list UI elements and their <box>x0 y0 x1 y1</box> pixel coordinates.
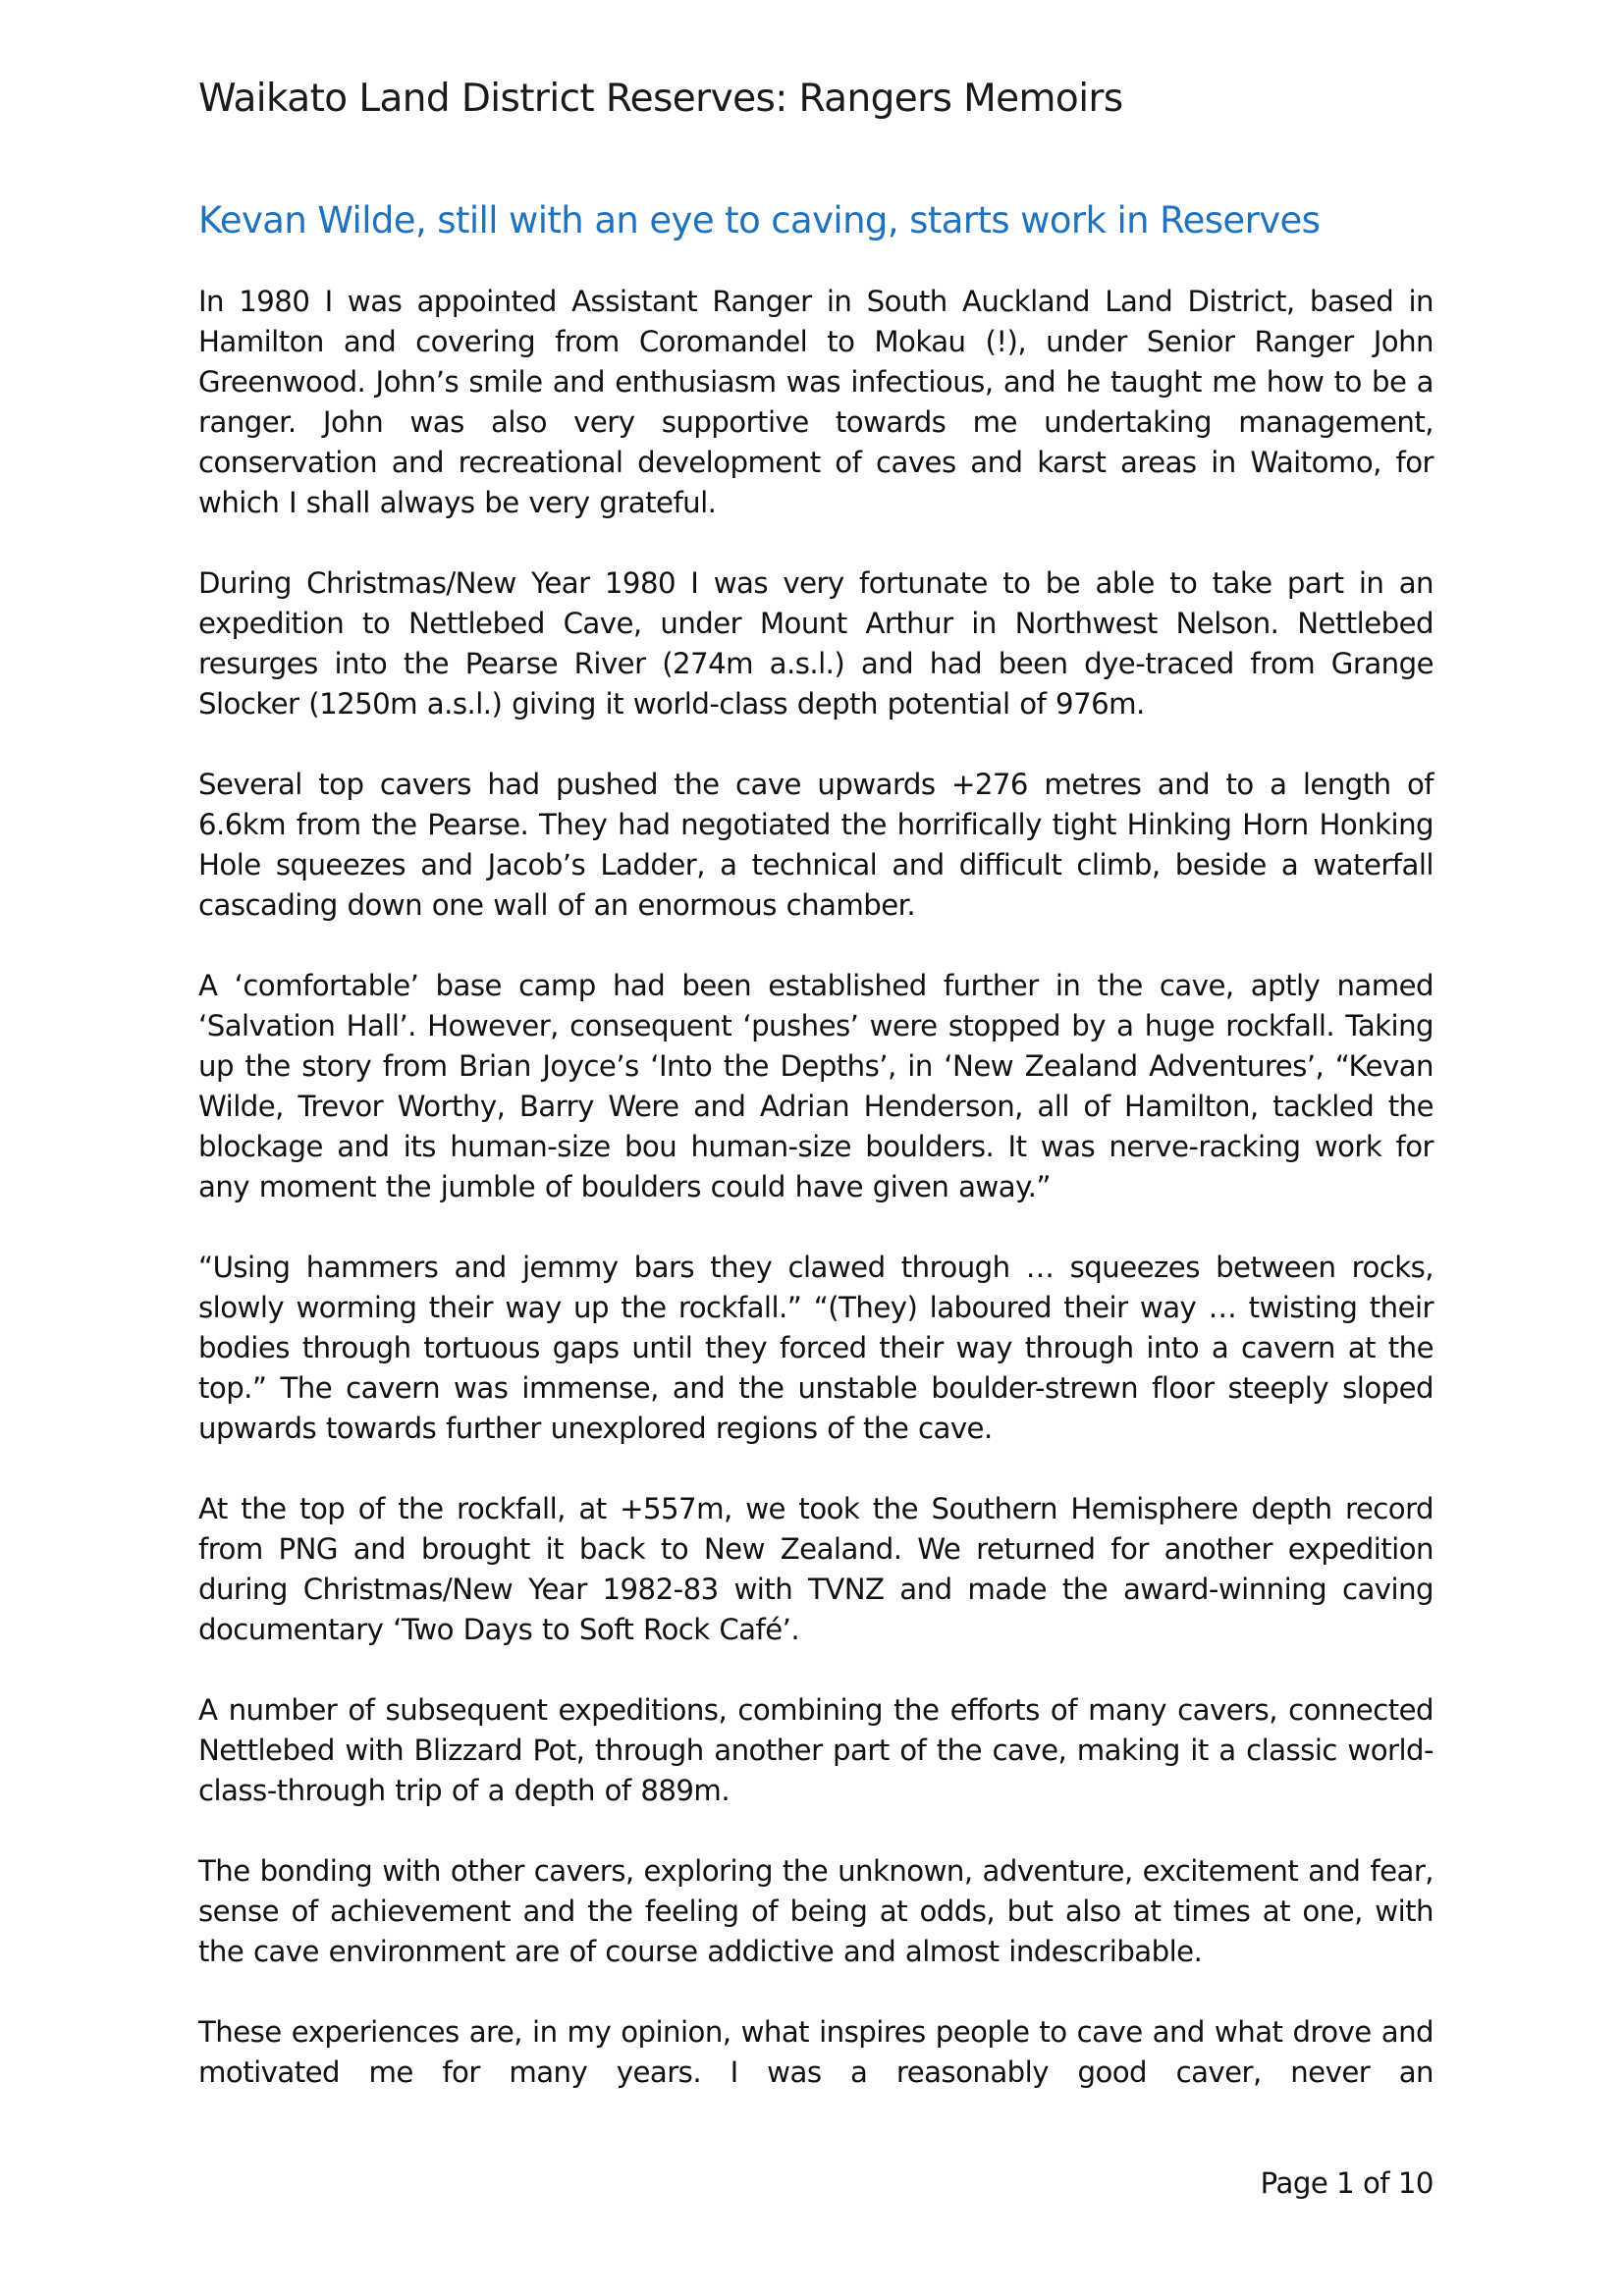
paragraph: Several top cavers had pushed the cave upwards +276 metres and to a length of 6.6km from the Pearse. They had negotiated the horrifically tight Hinking Horn Honking Hole squeezes and Jacob’s Ladder, a technical and difficult climb, beside a waterfall cascading down one wall of an enormous chamber. <box>198 768 1434 922</box>
paragraph: At the top of the rockfall, at +557m, we took the Southern Hemisphere depth record from PNG and brought it back to New Zealand. We returned for another expedition during Christmas/New Year 1982-83 with TVNZ and made the award-winning caving documentary ‘Two Days to Soft Rock Café’. <box>198 1492 1434 1646</box>
running-header: Waikato Land District Reserves: Rangers Memoirs <box>198 77 1123 121</box>
paragraph: “Using hammers and jemmy bars they clawed through … squeezes between rocks, slowly worming their way up the rockfall.” “(They) laboured their way … twisting their bodies through tortuous gaps until they forced their way through into a cavern at the top.” The cavern was immense, and the unstable boulder-strewn floor steeply sloped upwards towards further unexplored regions of the cave. <box>198 1251 1434 1445</box>
paragraph: In 1980 I was appointed Assistant Ranger in South Auckland Land District, based in Hamilton and covering from Coromandel to Mokau (!), under Senior Ranger John Greenwood. John’s smile and enthusiasm was infectious, and he taught me how to be a ranger. John was also very supportive towards me undertaking management, conservation and recreational development of caves and karst areas in Waitomo, for which I shall always be very grateful. <box>198 285 1434 519</box>
article-title: Kevan Wilde, still with an eye to caving, starts work in Reserves <box>198 199 1321 241</box>
paragraph: The bonding with other cavers, exploring the unknown, adventure, excitement and fear, sense of achievement and the feeling of being at odds, but also at times at one, with the cave environment are of course addictive and almost indescribable. <box>198 1854 1434 1968</box>
page-number: Page 1 of 10 <box>1260 2166 1434 2200</box>
paragraph: During Christmas/New Year 1980 I was very fortunate to be able to take part in an expedition to Nettlebed Cave, under Mount Arthur in Northwest Nelson. Nettlebed resurges into the Pearse River (274m a.s.l.) and had been dye-traced from Grange Slocker (1250m a.s.l.) giving it world-class depth potential of 976m. <box>198 566 1434 721</box>
paragraph: A number of subsequent expeditions, combining the efforts of many cavers, connected Nettlebed with Blizzard Pot, through another part of the cave, making it a classic world- class-through trip of a depth of 889m. <box>198 1693 1434 1807</box>
paragraph: A ‘comfortable’ base camp had been established further in the cave, aptly named ‘Salvation Hall’. However, consequent ‘pushes’ were stopped by a huge rockfall. Taking up the story from Brian Joyce’s ‘Into the Depths’, in ‘New Zealand Adventures’, “Kevan Wilde, Trevor Worthy, Barry Were and Adrian Henderson, all of Hamilton, tackled the blockage and its human-size bou human-size boulders. It was nerve-racking work for any moment the jumble of boulders could have given away.” <box>198 969 1434 1203</box>
article-body <box>198 282 1434 2093</box>
paragraph-continued: These experiences are, in my opinion, what inspires people to cave and what drove and motivated me for many years. I was a reasonably good caver, never an <box>198 2015 1434 2089</box>
